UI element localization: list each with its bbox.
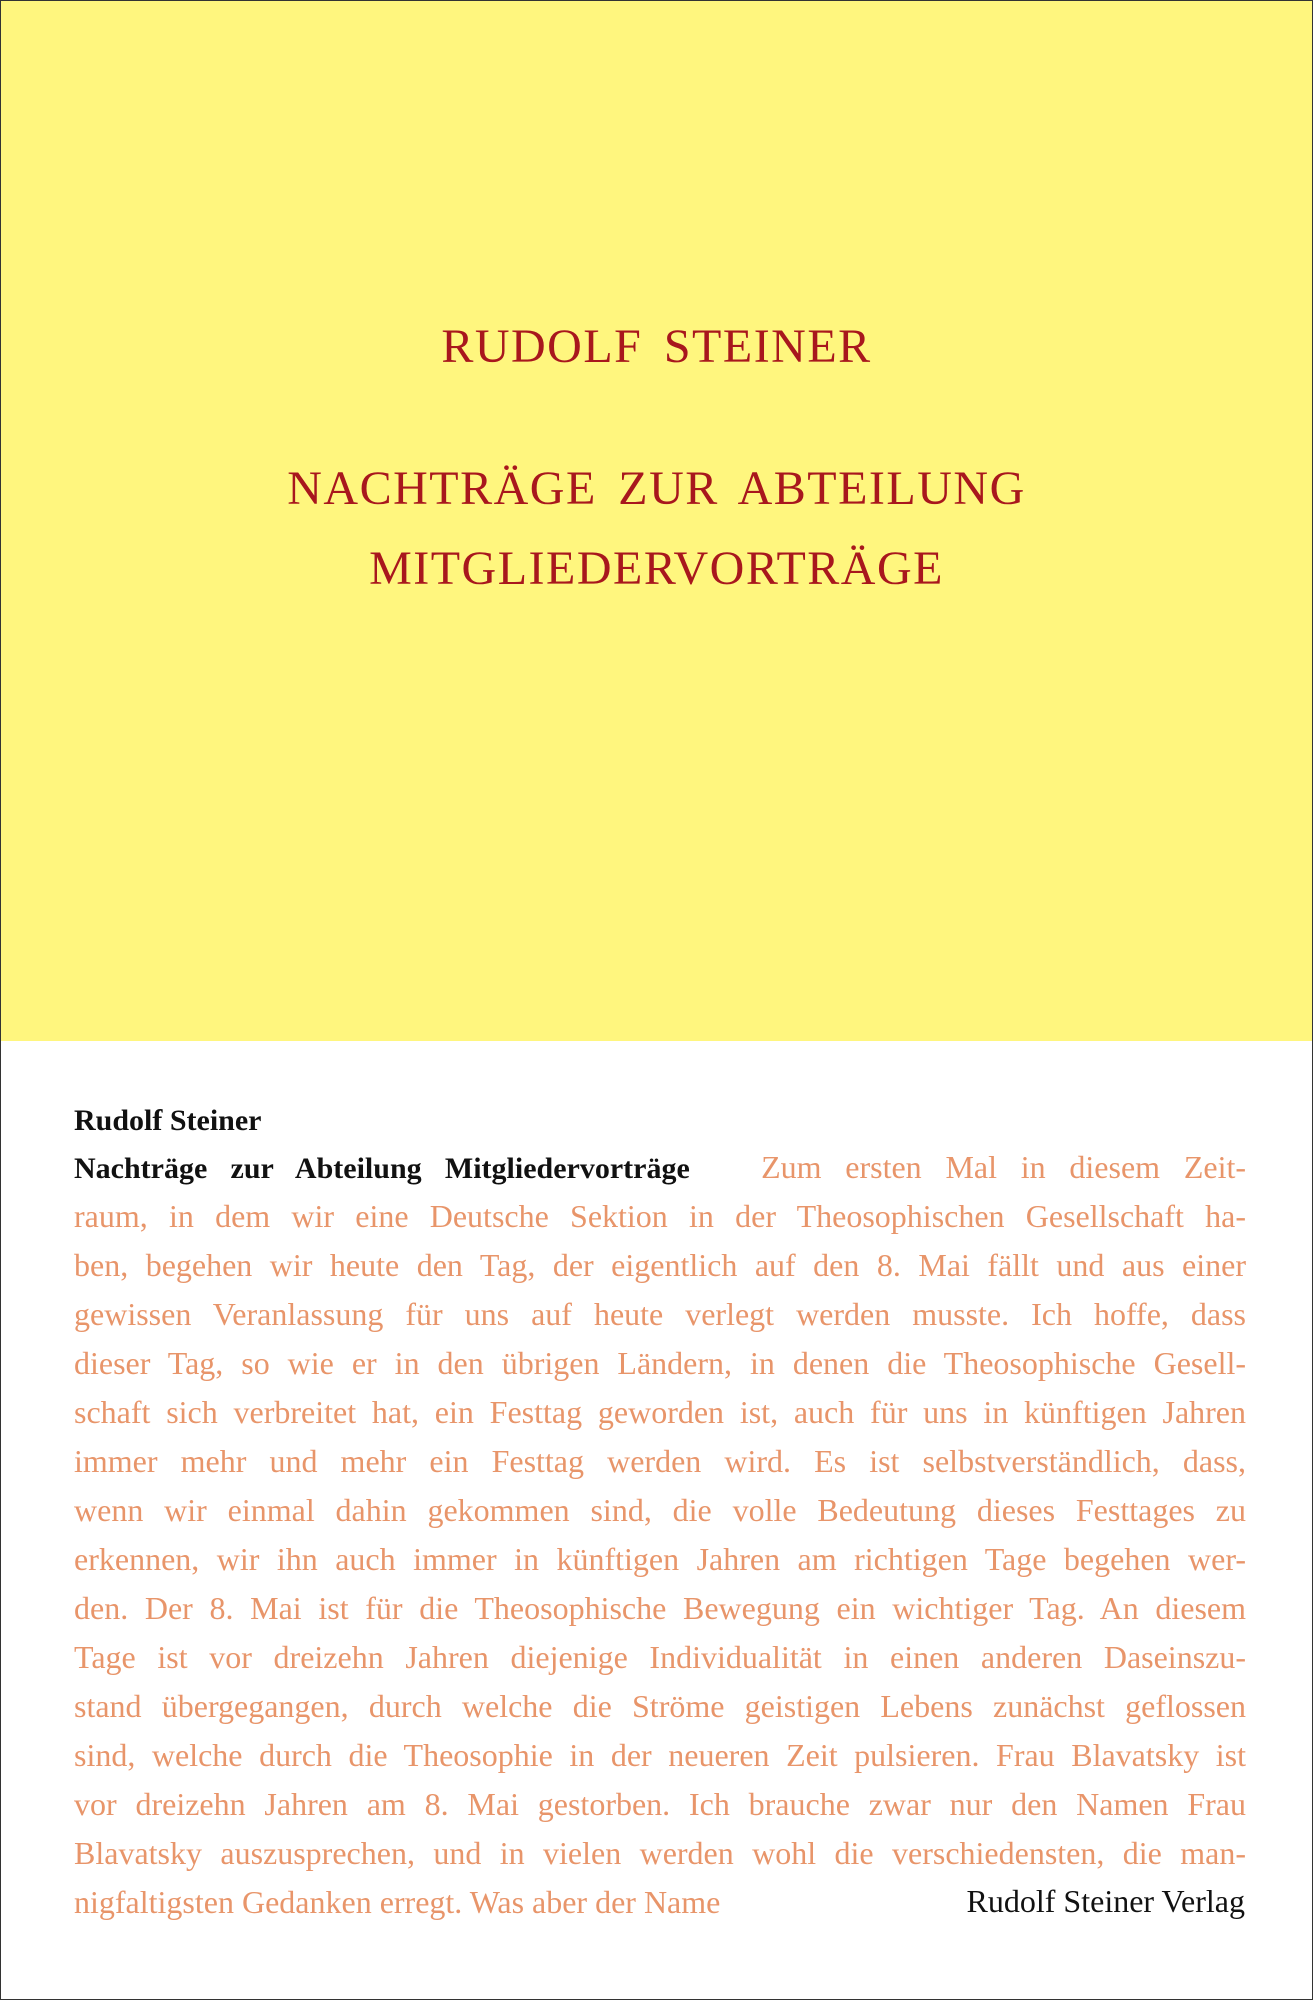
blurb-text	[74, 1143, 1246, 1927]
blurb-line: Tage ist vor dreizehn Jahren diejenige Individualität in einen anderen Daseinszu-	[74, 1639, 1246, 1675]
blurb-line-text: Zum ersten Mal in diesem Zeit-	[761, 1149, 1247, 1185]
title-line-1: NACHTRÄGE ZUR ABTEILUNG	[287, 462, 1026, 515]
blurb-line: ben, begehen wir heute den Tag, der eigentlich auf den 8. Mai fällt und aus einer	[74, 1247, 1246, 1283]
book-subtitle: Nachträge zur Abteilung Mitgliedervorträge	[74, 1152, 690, 1185]
blurb-line: wenn wir einmal dahin gekommen sind, die volle Bedeutung dieses Festtages zu	[74, 1492, 1246, 1528]
blurb-line: nigfaltigsten Gedanken erregt. Was aber der Name	[74, 1884, 721, 1920]
back-author: Rudolf Steiner	[74, 1104, 262, 1137]
author-heading: RUDOLF STEINER	[441, 320, 872, 373]
blurb-line: immer mehr und mehr ein Festtag werden wird. Es ist selbstverständlich, dass,	[74, 1443, 1246, 1479]
publisher-name: Rudolf Steiner Verlag	[966, 1883, 1245, 1919]
title-panel	[1, 1, 1312, 1041]
blurb-line: erkennen, wir ihn auch immer in künftigen Jahren am richtigen Tage begehen wer-	[74, 1541, 1246, 1577]
blurb-line: Blavatsky auszusprechen, und in vielen werden wohl die verschiedensten, die man-	[74, 1835, 1246, 1871]
blurb-line: stand übergegangen, durch welche die Ströme geistigen Lebens zunächst geflossen	[74, 1688, 1246, 1724]
blurb-line	[74, 1143, 1246, 1192]
blurb-line: schaft sich verbreitet hat, ein Festtag geworden ist, auch für uns in künftigen Jahren	[74, 1394, 1246, 1430]
blurb-line: den. Der 8. Mai ist für die Theosophische Bewegung ein wichtiger Tag. An diesem	[74, 1590, 1246, 1626]
blurb-line: vor dreizehn Jahren am 8. Mai gestorben. Ich brauche zwar nur den Namen Frau	[74, 1786, 1246, 1822]
blurb-line: gewissen Veranlassung für uns auf heute verlegt werden musste. Ich hoffe, dass	[74, 1296, 1246, 1332]
blurb-line: raum, in dem wir eine Deutsche Sektion in der Theosophischen Gesellschaft ha-	[74, 1198, 1246, 1234]
blurb-line: sind, welche durch die Theosophie in der neueren Zeit pulsieren. Frau Blavatsky ist	[74, 1737, 1246, 1773]
title-line-2: MITGLIEDERVORTRÄGE	[369, 542, 944, 595]
blurb-line: dieser Tag, so wie er in den übrigen Ländern, in denen die Theosophische Gesell-	[74, 1345, 1246, 1381]
